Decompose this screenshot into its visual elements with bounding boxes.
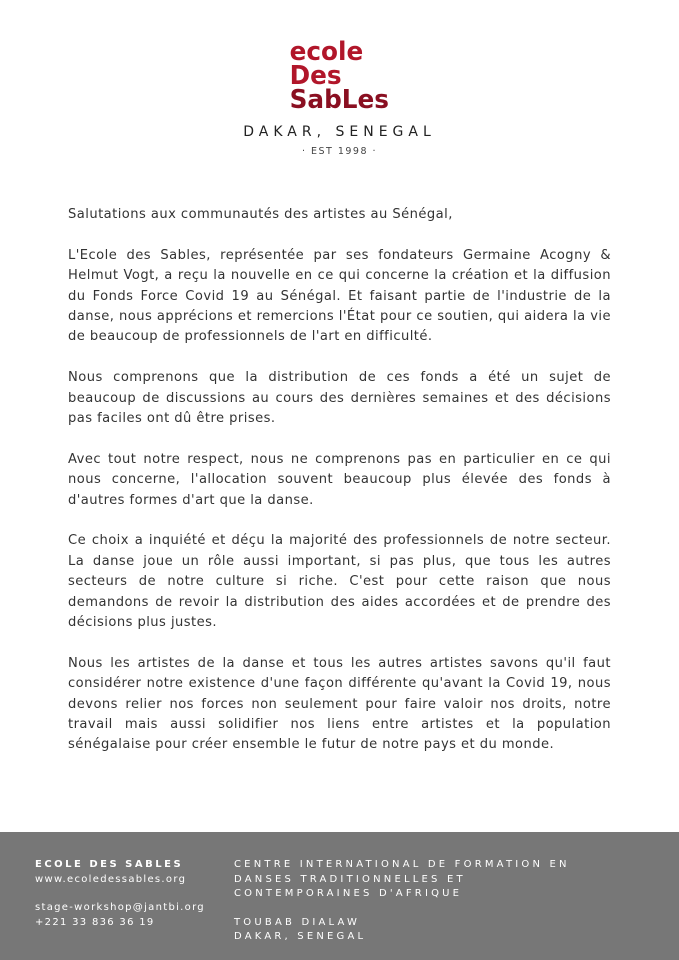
footer-description-line: CENTRE INTERNATIONAL DE FORMATION EN bbox=[234, 859, 570, 870]
logo-line: ecole bbox=[289, 37, 364, 67]
footer-website-link[interactable]: www.ecoledessables.org bbox=[35, 873, 187, 885]
footer-phone: +221 33 836 36 19 bbox=[35, 916, 155, 928]
established-year: · EST 1998 · bbox=[301, 146, 378, 157]
letterhead bbox=[0, 37, 679, 157]
letter-paragraph: L'Ecole des Sables, représentée par ses fondateurs Germaine Acogny & Helmut Vogt, a reçu la nouvelle en ce qui concerne la création et la diffusion du Fonds Force Covid 19 au Sénégal. Et faisant partie de l'industrie de la danse, nous apprécions et remercions l'État pour ce soutien, qui aidera la vie de beaucoup de professionnels de l'art en difficulté. bbox=[68, 247, 611, 345]
logo-line: Des bbox=[289, 61, 342, 91]
footer-address-line: TOUBAB DIALAW bbox=[234, 916, 361, 928]
footer-contact bbox=[35, 858, 225, 930]
footer-description-line: DANSES TRADITIONNELLES ET bbox=[234, 873, 466, 885]
letter-paragraph: Nous les artistes de la danse et tous les autres artistes savons qu'il faut considérer notre existence d'une façon différente qu'avant la Covid 19, nous devons relier nos forces non seulement pour faire valoir nos droits, notre travail mais aussi solidifier nos liens entre artistes et la population sénégalaise pour créer ensemble le futur de notre pays et du monde. bbox=[68, 655, 611, 753]
letter-paragraph: Avec tout notre respect, nous ne comprenons pas en particulier en ce qui nous concerne, l'allocation souvent beaucoup plus élevée des fonds à d'autres formes d'art que la danse. bbox=[68, 451, 611, 508]
footer-description bbox=[234, 858, 654, 945]
footer-org-name: ECOLE DES SABLES bbox=[35, 859, 184, 870]
logo-line: SabLes bbox=[289, 85, 390, 115]
letter-paragraph: Ce choix a inquiété et déçu la majorité des professionnels de notre secteur. La danse joue un rôle aussi important, si pas plus, que tous les autres secteurs de notre culture si riche. C'est pour cette raison que nous demandons de revoir la distribution des aides accordées et de prendre des décisions plus justes. bbox=[68, 533, 611, 631]
footer-address-line: DAKAR, SENEGAL bbox=[234, 931, 367, 942]
letter-paragraph: Nous comprenons que la distribution de ces fonds a été un sujet de beaucoup de discussions au cours des dernières semaines et des décisions pas faciles ont dû être prises. bbox=[68, 370, 611, 427]
letter-body bbox=[68, 205, 611, 776]
footer-email-link[interactable]: stage-workshop@jantbi.org bbox=[35, 902, 205, 913]
footer-description-line: CONTEMPORAINES D'AFRIQUE bbox=[234, 888, 463, 899]
ecole-des-sables-logo bbox=[289, 37, 390, 115]
letter-paragraph: Salutations aux communautés des artistes au Sénégal, bbox=[68, 207, 453, 222]
location-title: DAKAR, SENEGAL bbox=[243, 124, 436, 140]
footer bbox=[0, 832, 679, 960]
